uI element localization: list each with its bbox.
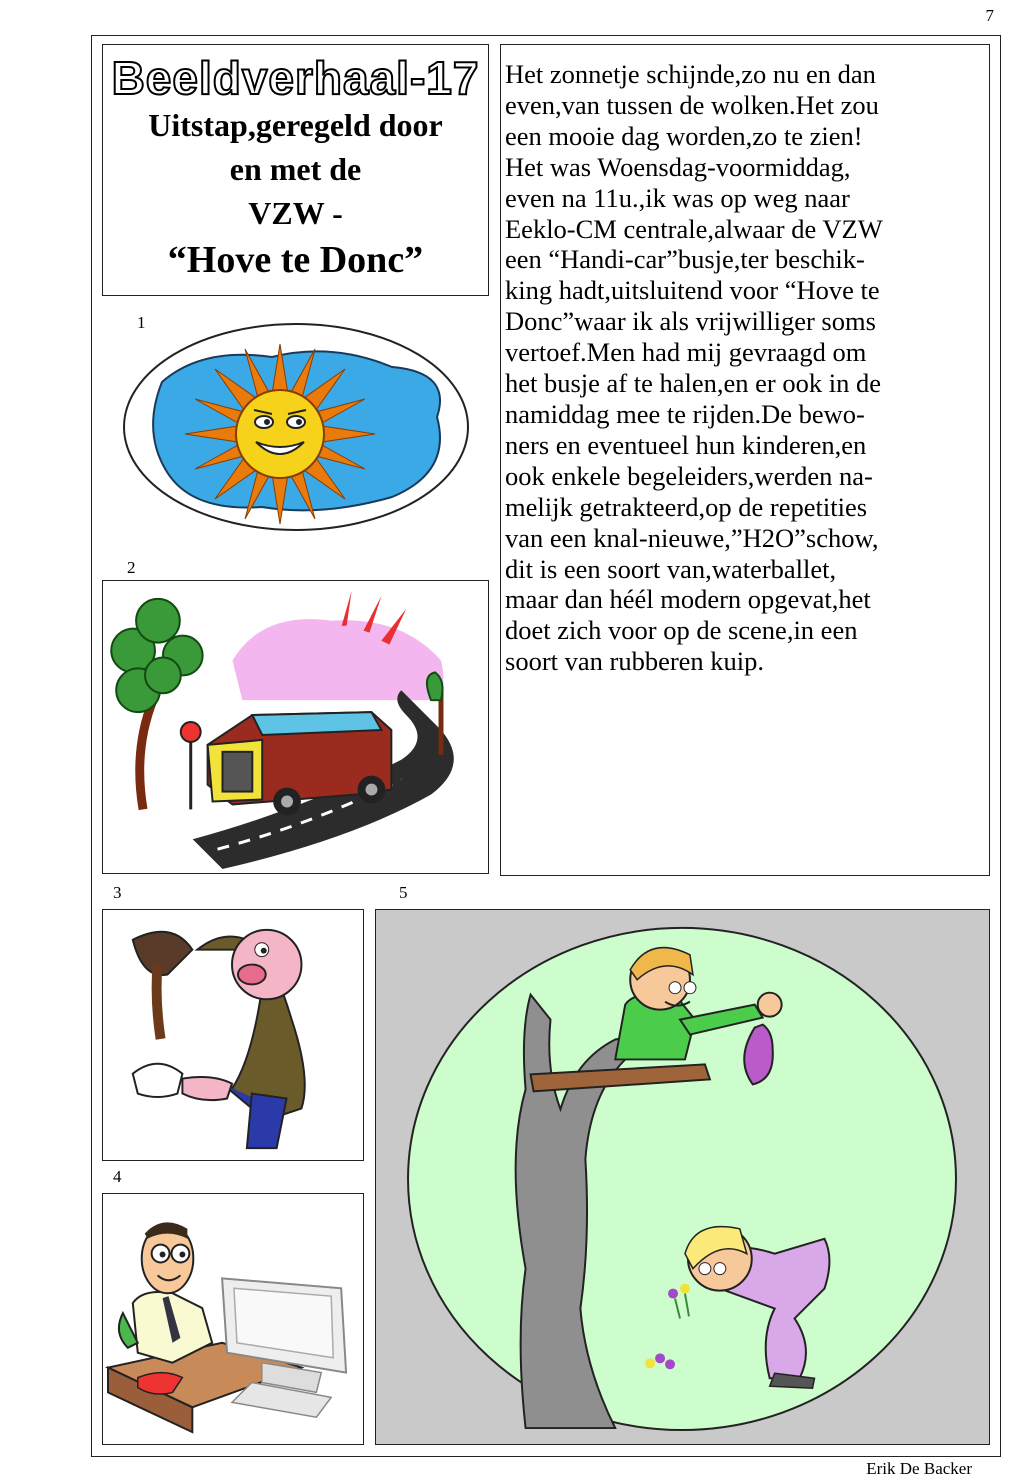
title-box <box>102 44 489 296</box>
subtitle-line-2: en met de <box>229 151 362 187</box>
story-text: Het zonnetje schijnde,zo nu en dan even,van tussen de wolken.Het zou een mooie dag worden,zo te zien! Het was Woensdag-voormiddag, even na 11u.,ik was op weg naar Eeklo-CM centrale,alwaar de VZW een “Handi-car”busje,ter beschik- king hadt,uitsluitend voor “Hove te Donc”waar ik als vrijwilliger soms vertoef.Men had mij gevraagd om het busje af te halen,en er ook in de namiddag mee te rijden.De bewo- ners en eventueel hun kinderen,en ook enkele begeleiders,werden na- melijk getrakteerd,op de repetities van een knal-nieuwe,”H2O”schow, dit is een soort van,waterballet, maar dan héél modern opgevat,het doet zich voor op de scene,in een soort van rubberen kuip. <box>505 59 883 677</box>
subtitle-line-1: Uitstap,geregeld door <box>148 107 443 143</box>
sun-icon <box>122 322 470 532</box>
story-text-box <box>500 44 990 876</box>
author-name: Erik De Backer <box>866 1459 972 1478</box>
subtitle-line-4: “Hove te Donc” <box>167 239 424 281</box>
bus-icon <box>103 581 488 873</box>
tree-kids-icon <box>376 910 989 1444</box>
panel-1-number: 1 <box>137 313 146 332</box>
panel-3-pour-image <box>102 909 364 1161</box>
subtitle-line-3: VZW - <box>248 195 343 231</box>
panel-4-computer-image <box>102 1193 364 1445</box>
panel-3-number: 3 <box>113 883 122 902</box>
series-title: Beeldverhaal-17 <box>111 52 480 104</box>
panel-2-number: 2 <box>127 558 136 577</box>
panel-5-number: 5 <box>399 883 408 902</box>
page-number: 7 <box>985 6 994 25</box>
computer-man-icon <box>103 1194 363 1444</box>
panel-2-bus-image <box>102 580 489 874</box>
pouring-man-icon <box>103 910 363 1160</box>
panel-1-sun-image <box>122 322 470 532</box>
panel-5-tree-image <box>375 909 990 1445</box>
panel-4-number: 4 <box>113 1167 122 1186</box>
